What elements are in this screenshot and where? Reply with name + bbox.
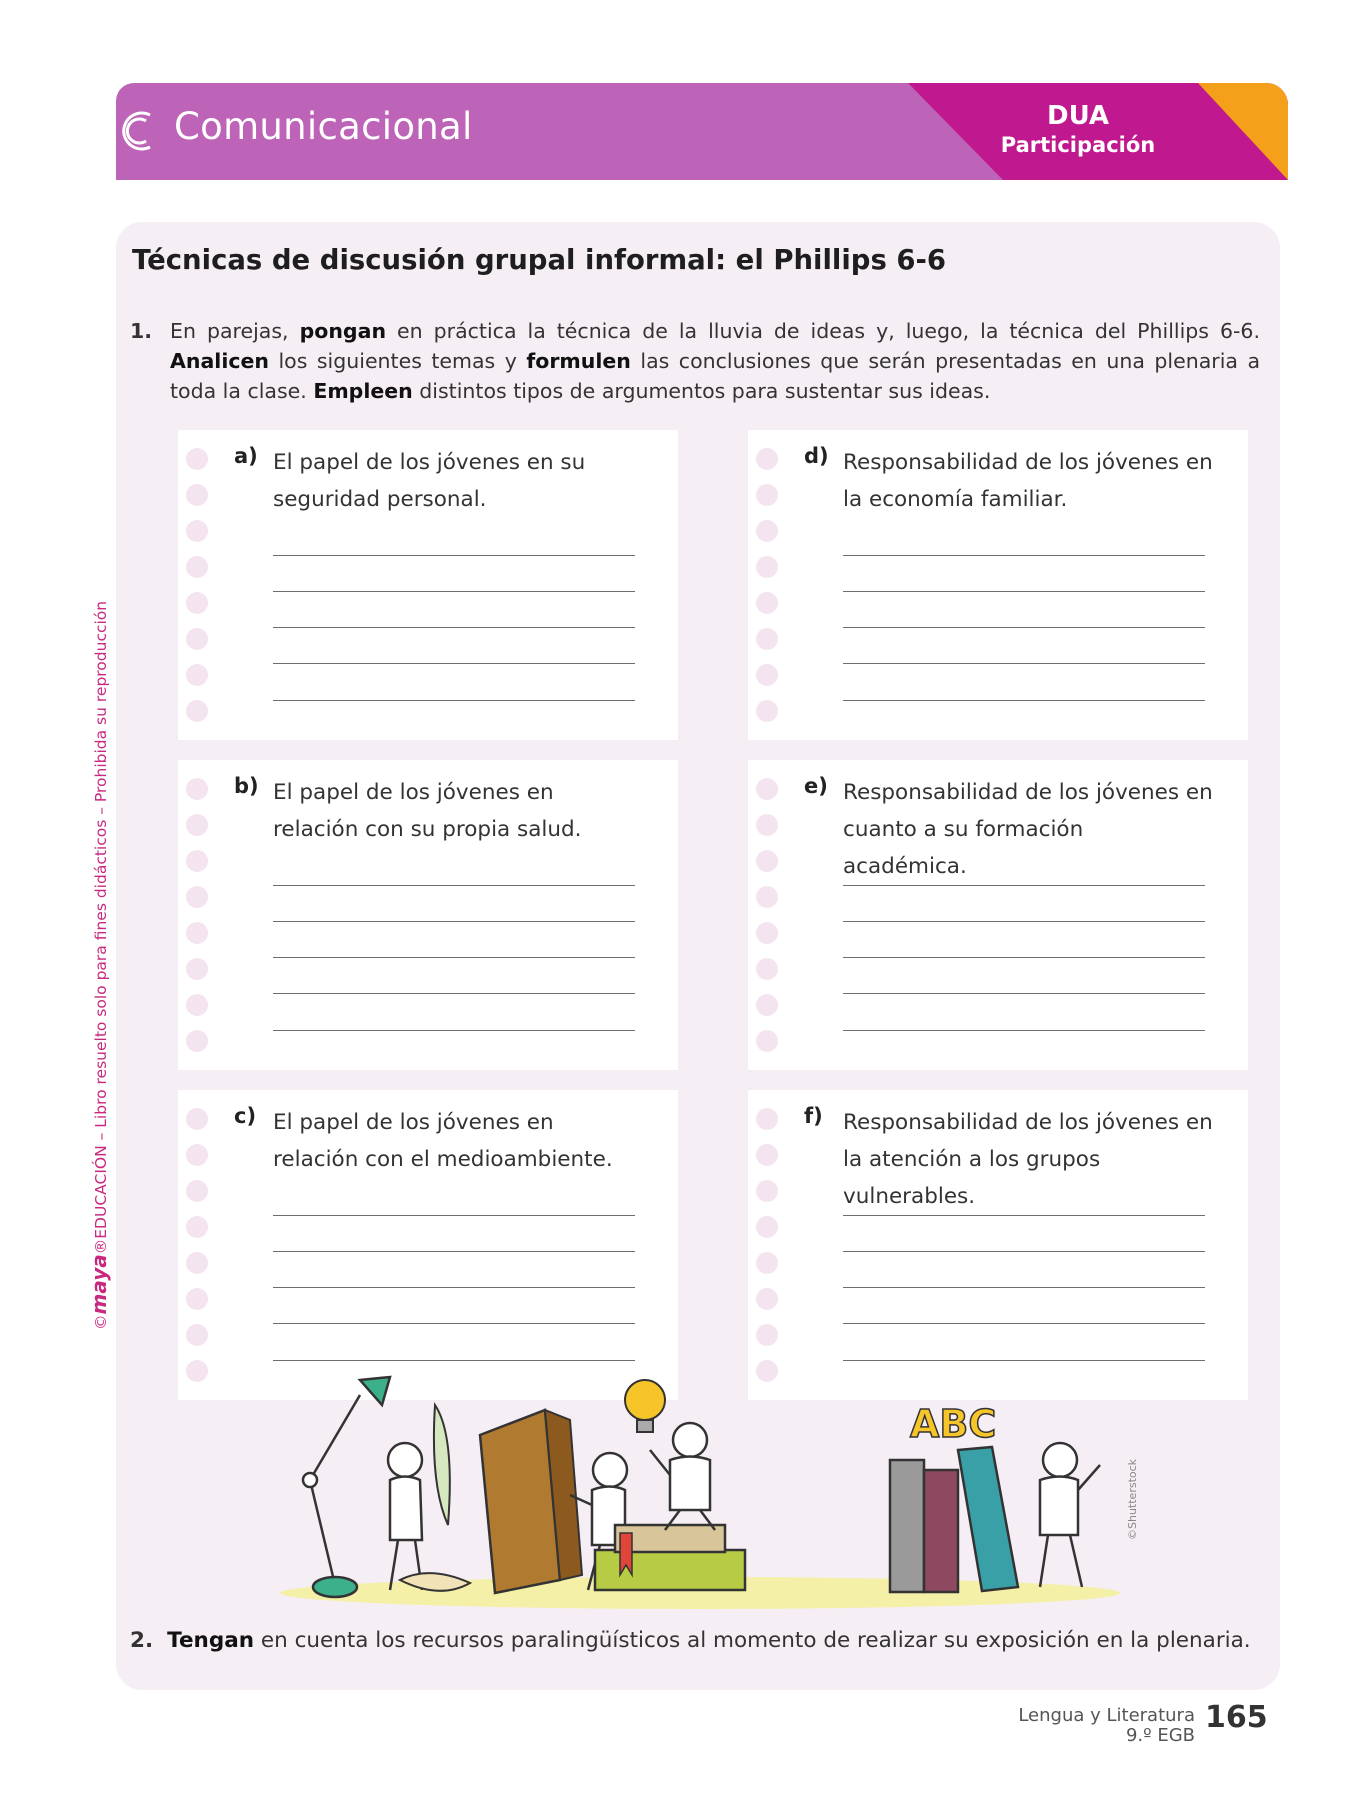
answer-line[interactable]	[843, 1215, 1205, 1216]
answer-line[interactable]	[273, 1215, 635, 1216]
answer-line[interactable]	[843, 555, 1205, 556]
card-prompt: Responsabilidad de los jóvenes en cuanto a su formación académica.	[843, 780, 1213, 879]
card-prompt: Responsabilidad de los jóvenes en la atención a los grupos vulnerables.	[843, 1110, 1213, 1209]
student-figure-4	[1040, 1443, 1100, 1587]
answer-line[interactable]	[273, 885, 635, 886]
answer-line[interactable]	[843, 957, 1205, 958]
notebook-holes	[756, 1108, 778, 1396]
answer-line[interactable]	[843, 591, 1205, 592]
answer-line[interactable]	[273, 957, 635, 958]
answer-line[interactable]	[273, 555, 635, 556]
card-letter: f)	[804, 1104, 823, 1128]
card-prompt: El papel de los jóvenes en su seguridad personal.	[273, 450, 586, 512]
card-letter: b)	[234, 774, 259, 798]
answer-line[interactable]	[273, 1360, 635, 1361]
notebook-holes	[186, 778, 208, 1066]
page-number: 165	[1205, 1700, 1268, 1735]
answer-line[interactable]	[273, 993, 635, 994]
section-header	[116, 83, 1288, 180]
notebook-holes	[186, 448, 208, 736]
answer-line[interactable]	[843, 1251, 1205, 1252]
abc-letters: ABC	[910, 1402, 997, 1446]
note-card-f	[748, 1090, 1248, 1400]
answer-line[interactable]	[843, 1323, 1205, 1324]
card-prompt: Responsabilidad de los jóvenes en la economía familiar.	[843, 450, 1213, 512]
answer-line[interactable]	[843, 1360, 1205, 1361]
answer-line[interactable]	[273, 1251, 635, 1252]
answer-line[interactable]	[273, 663, 635, 664]
image-credit: ©Shutterstock	[1126, 1458, 1139, 1540]
answer-line[interactable]	[843, 627, 1205, 628]
feather-quill-icon	[434, 1405, 450, 1525]
answer-line[interactable]	[273, 1323, 635, 1324]
answer-line[interactable]	[843, 921, 1205, 922]
maya-brand: maya	[87, 1254, 111, 1315]
question-1-text: En parejas, pongan en práctica la técnica de la lluvia de ideas y, luego, la técnica del Phillips 6-6. Analicen los siguientes temas y formulen las conclusiones que serán presentadas en una plenaria a toda la clase. Empleen distintos tipos de argumentos para sustentar sus ideas.	[170, 319, 1261, 403]
question-number: 2.	[130, 1628, 154, 1653]
dua-badge-title: DUA	[1046, 101, 1110, 131]
book-gray-icon	[890, 1460, 924, 1592]
light-bulb-icon	[625, 1380, 665, 1432]
footer-subject: Lengua y Literatura 9.º EGB	[1018, 1705, 1195, 1746]
card-prompt: El papel de los jóvenes en relación con el medioambiente.	[273, 1110, 613, 1172]
note-card-e	[748, 760, 1248, 1070]
notebook-holes	[756, 778, 778, 1066]
answer-line[interactable]	[273, 921, 635, 922]
section-title: Comunicacional	[174, 105, 473, 148]
answer-line[interactable]	[843, 1287, 1205, 1288]
answer-line[interactable]	[843, 700, 1205, 701]
note-card-a	[178, 430, 678, 740]
question-number: 1.	[130, 319, 153, 343]
card-prompt: El papel de los jóvenes en relación con su propia salud.	[273, 780, 582, 842]
answer-line[interactable]	[273, 591, 635, 592]
card-letter: e)	[804, 774, 828, 798]
notebook-holes	[756, 448, 778, 736]
student-figure-3	[650, 1423, 715, 1530]
activity-heading: Técnicas de discusión grupal informal: el Phillips 6-6	[132, 244, 947, 276]
note-card-c	[178, 1090, 678, 1400]
answer-line[interactable]	[843, 663, 1205, 664]
answer-line[interactable]	[273, 700, 635, 701]
answer-line[interactable]	[273, 627, 635, 628]
answer-line[interactable]	[843, 993, 1205, 994]
desk-lamp-icon	[303, 1377, 390, 1597]
answer-line[interactable]	[273, 1287, 635, 1288]
comunicacional-logo-icon	[116, 105, 158, 157]
card-letter: d)	[804, 444, 829, 468]
answer-line[interactable]	[843, 1030, 1205, 1031]
card-letter: a)	[234, 444, 258, 468]
answer-line[interactable]	[273, 1030, 635, 1031]
notebook-holes	[186, 1108, 208, 1396]
students-books-illustration	[270, 1365, 1130, 1615]
note-card-b	[178, 760, 678, 1070]
question-1	[130, 316, 1260, 406]
book-maroon-icon	[924, 1470, 958, 1592]
answer-line[interactable]	[843, 885, 1205, 886]
book-stack-icon	[595, 1550, 745, 1590]
note-card-d	[748, 430, 1248, 740]
book-teal-icon	[958, 1447, 1018, 1591]
student-figure-1	[388, 1443, 422, 1590]
dua-badge-subtitle: Participación	[1000, 133, 1156, 157]
question-2: 2. Tengan en cuenta los recursos paralingüísticos al momento de realizar su exposición en la plenaria.	[130, 1628, 1251, 1653]
side-copyright-credit: ©maya®EDUCACIÓN – Libro resuelto solo para fines didácticos – Prohibida su reproducción	[87, 600, 111, 1330]
card-letter: c)	[234, 1104, 257, 1128]
